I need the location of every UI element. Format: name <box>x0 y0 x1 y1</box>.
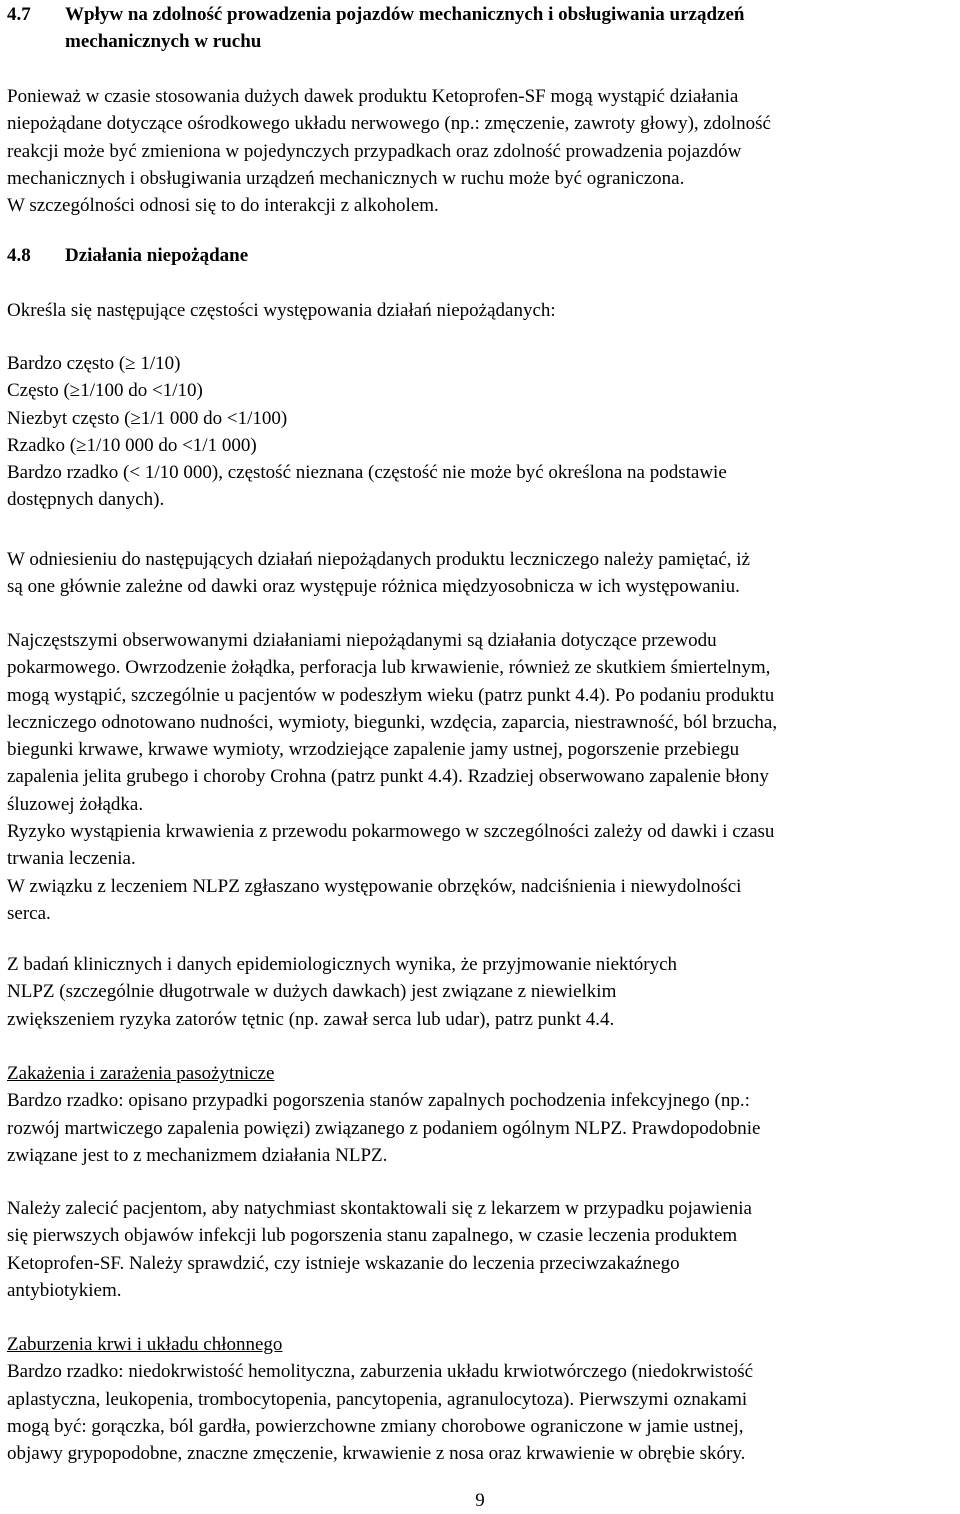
text-line: serca. <box>7 902 51 924</box>
patient-advice-paragraph <box>7 1195 953 1304</box>
text-line: Ponieważ w czasie stosowania dużych dawek produktu Ketoprofen-SF mogą wystąpić działania <box>7 86 739 107</box>
text-line: Ryzyko wystąpienia krwawienia z przewodu pokarmowego w szczególności zależy od dawki i czasu <box>7 821 775 843</box>
section-title-line: Wpływ na zdolność prowadzenia pojazdów mechanicznych i obsługiwania urządzeń <box>65 4 745 25</box>
section-number: 4.7 <box>7 4 31 25</box>
frequency-item: Niezbyt często (≥1/1 000 do <1/100) <box>7 407 288 429</box>
text-line: Bardzo rzadko: opisano przypadki pogorszenia stanów zapalnych pochodzenia infekcyjnego (np.: <box>7 1090 750 1112</box>
section-4-7-heading <box>7 1 953 56</box>
text-line: zapalenia jelita grubego i choroby Crohna (patrz punkt 4.4). Rzadziej obserwowano zapalenie błony <box>7 766 769 788</box>
text-line: Ketoprofen-SF. Należy sprawdzić, czy istnieje wskazanie do leczenia przeciwzakaźnego <box>7 1252 680 1274</box>
text-line: pokarmowego. Owrzodzenie żołądka, perforacja lub krwawienie, również ze skutkiem śmiertelnym, <box>7 657 771 679</box>
frequency-item: Bardzo często (≥ 1/10) <box>7 353 181 374</box>
infections-section <box>7 1060 953 1169</box>
text-line: NLPZ (szczególnie długotrwale w dużych dawkach) jest związane z niewielkim <box>7 981 617 1003</box>
text-line: związane jest to z mechanizmem działania NLPZ. <box>7 1144 388 1166</box>
frequency-item: dostępnych danych). <box>7 489 165 511</box>
text-line: aplastyczna, leukopenia, trombocytopenia, pancytopenia, agranulocytoza). Pierwszymi oznakami <box>7 1388 748 1410</box>
text-line: objawy grypopodobne, znaczne zmęczenie, krwawienie z nosa oraz krwawienie w obrębie skóry. <box>7 1443 746 1465</box>
subsection-heading: Zakażenia i zarażenia pasożytnicze <box>7 1063 275 1084</box>
text-line: śluzowej żołądka. <box>7 793 144 815</box>
text-line: leczniczego odnotowano nudności, wymioty, biegunki, wzdęcia, zaparcia, niestrawność, ból brzucha, <box>7 711 778 733</box>
text-line: niepożądane dotyczące ośrodkowego układu nerwowego (np.: zmęczenie, zawroty głowy), zdolność <box>7 113 771 135</box>
page-number: 9 <box>475 1490 485 1511</box>
section-number: 4.8 <box>7 245 31 266</box>
text-line: W związku z leczeniem NLPZ zgłaszano występowanie obrzęków, nadciśnienia i niewydolności <box>7 875 742 897</box>
text-line: antybiotykiem. <box>7 1279 122 1301</box>
text-line: Bardzo rzadko: niedokrwistość hemolityczna, zaburzenia układu krwiotwórczego (niedokrwistość <box>7 1361 754 1383</box>
text-line: mogą być: gorączka, ból gardła, powierzchowne zmiany chorobowe ograniczone w jamie ustnej, <box>7 1415 744 1437</box>
text-line: Najczęstszymi obserwowanymi działaniami niepożądanymi są działania dotyczące przewodu <box>7 630 717 651</box>
section-title: Działania niepożądane <box>65 245 249 266</box>
section-title-line: mechanicznych w ruchu <box>65 31 262 53</box>
text-line: rozwój martwiczego zapalenia powięzi) związanego z podaniem ogólnym NLPZ. Prawdopodobnie <box>7 1117 761 1139</box>
frequency-list <box>7 350 953 514</box>
frequency-item: Bardzo rzadko (< 1/10 000), częstość nieznana (częstość nie może być określona na podstawie <box>7 462 727 484</box>
text-line: się pierwszych objawów infekcji lub pogorszenia stanu zapalnego, w czasie leczenia produktem <box>7 1225 738 1247</box>
text-line: Z badań klinicznych i danych epidemiologicznych wynika, że przyjmowanie niektórych <box>7 954 678 975</box>
text-line: Określa się następujące częstości występowania działań niepożądanych: <box>7 300 556 321</box>
text-line: reakcji może być zmieniona w pojedynczych przypadkach oraz zdolność prowadzenia pojazdów <box>7 140 742 162</box>
text-line: mogą wystąpić, szczególnie u pacjentów w podeszłym wieku (patrz punkt 4.4). Po podaniu produktu <box>7 684 775 706</box>
blood-disorders-section <box>7 1331 953 1467</box>
text-line: są one głównie zależne od dawki oraz występuje różnica międzyosobnicza w ich występowaniu. <box>7 576 740 598</box>
text-line: Należy zalecić pacjentom, aby natychmiast skontaktowali się z lekarzem w przypadku pojawienia <box>7 1198 752 1219</box>
section-title <box>65 1 945 56</box>
section-4-8-heading <box>7 242 953 269</box>
subsection-heading: Zaburzenia krwi i układu chłonnego <box>7 1334 283 1355</box>
text-line: W szczególności odnosi się to do interakcji z alkoholem. <box>7 195 439 217</box>
paragraph-dose-dependence <box>7 546 953 601</box>
section-4-7-body <box>7 83 953 219</box>
paragraph-thrombotic-risk <box>7 951 953 1033</box>
text-line: mechanicznych i obsługiwania urządzeń mechanicznych w ruchu może być ograniczona. <box>7 167 685 189</box>
text-line: trwania leczenia. <box>7 848 136 870</box>
frequency-intro <box>7 297 953 324</box>
text-line: W odniesieniu do następujących działań niepożądanych produktu leczniczego należy pamiętać, iż <box>7 549 750 570</box>
frequency-item: Często (≥1/100 do <1/10) <box>7 380 203 402</box>
paragraph-gi-effects <box>7 627 953 927</box>
text-line: biegunki krwawe, krwawe wymioty, wrzodziejące zapalenie jamy ustnej, pogorszenie przebiegu <box>7 739 740 761</box>
frequency-item: Rzadko (≥1/10 000 do <1/1 000) <box>7 434 257 456</box>
text-line: zwiększeniem ryzyka zatorów tętnic (np. zawał serca lub udar), patrz punkt 4.4. <box>7 1008 615 1030</box>
